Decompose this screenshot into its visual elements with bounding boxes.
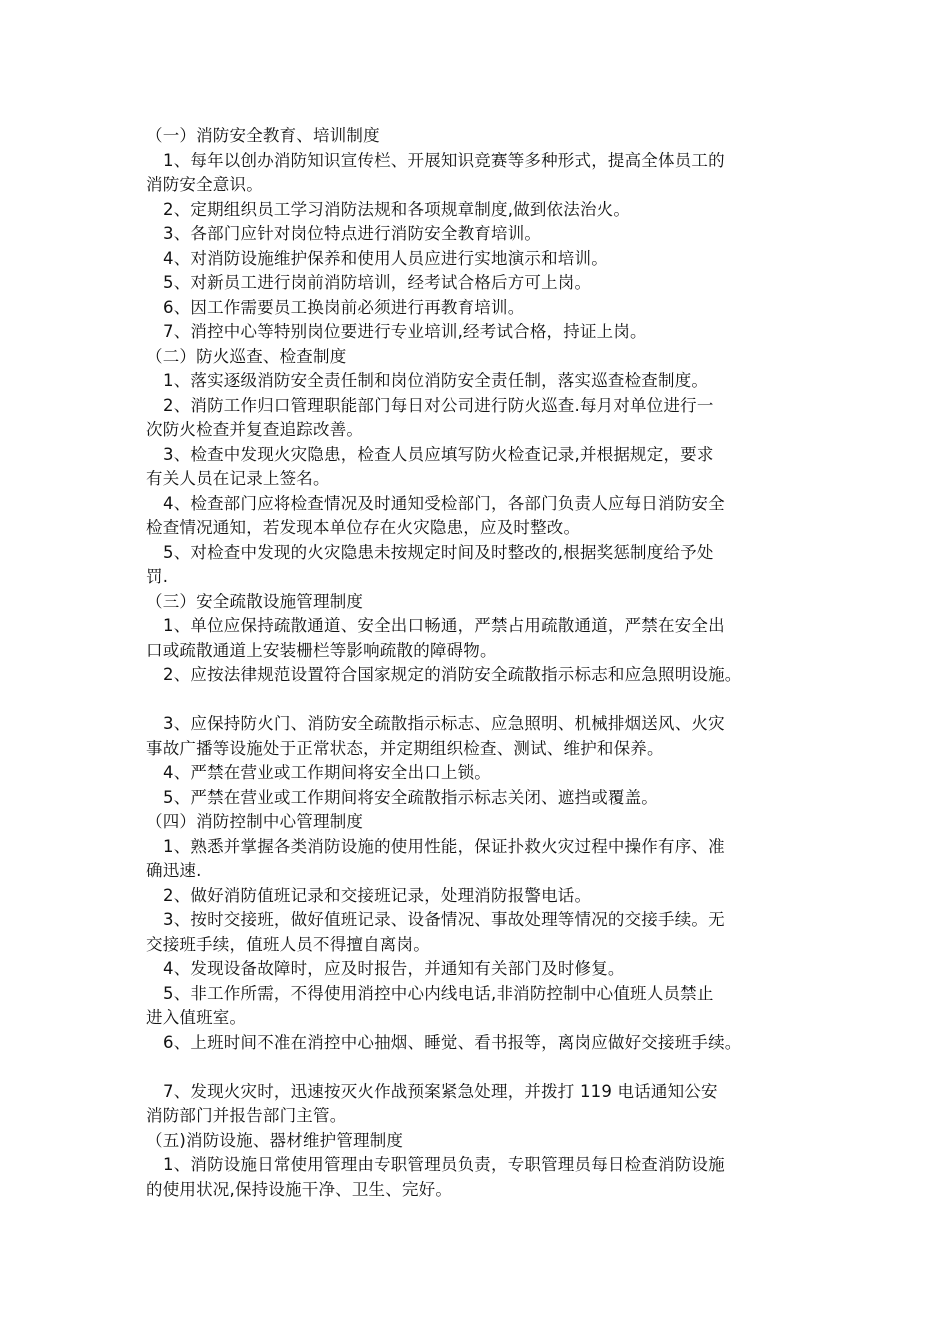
- list-item: 5、对检查中发现的火灾隐患未按规定时间及时整改的,根据奖惩制度给予处: [163, 542, 714, 562]
- list-item: 4、检查部门应将检查情况及时通知受检部门，各部门负责人应每日消防安全: [163, 493, 725, 513]
- list-item: 1、单位应保持疏散通道、安全出口畅通，严禁占用疏散通道，严禁在安全出: [163, 616, 725, 635]
- list-item: 4、对消防设施维护保养和使用人员应进行实地演示和培训。: [163, 248, 608, 268]
- blank-line: [146, 1055, 822, 1080]
- list-item-continuation: 消防部门并报告部门主管。: [146, 1106, 347, 1125]
- list-item: 3、各部门应针对岗位特点进行消防安全教育培训。: [163, 224, 542, 243]
- list-item: 6、因工作需要员工换岗前必须进行再教育培训。: [163, 297, 525, 317]
- list-item: 1、消防设施日常使用管理由专职管理员负责，专职管理员每日检查消防设施: [163, 1155, 725, 1174]
- list-item: 3、检查中发现火灾隐患，检查人员应填写防火检查记录,并根据规定，要求: [163, 444, 714, 464]
- list-item: 1、落实逐级消防安全责任制和岗位消防安全责任制，落实巡查检查制度。: [163, 371, 709, 390]
- list-item-continuation: 确迅速.: [146, 861, 202, 880]
- list-item-continuation: 罚.: [146, 567, 169, 586]
- blank-line: [146, 688, 822, 713]
- list-item-continuation: 检查情况通知，若发现本单位存在火灾隐患，应及时整改。: [146, 518, 581, 537]
- list-item: 5、非工作所需，不得使用消控中心内线电话,非消防控制中心值班人员禁止: [163, 983, 714, 1003]
- list-item: 4、严禁在营业或工作期间将安全出口上锁。: [163, 763, 491, 782]
- list-item: 2、应按法律规范设置符合国家规定的消防安全疏散指示标志和应急照明设施。: [163, 665, 742, 684]
- section-heading: （四）消防控制中心管理制度: [146, 812, 364, 831]
- list-item: 2、消防工作归口管理职能部门每日对公司进行防火巡查.每月对单位进行一: [163, 395, 714, 415]
- list-item-continuation: 有关人员在记录上签名。: [146, 469, 330, 488]
- list-item: 5、对新员工进行岗前消防培训，经考试合格后方可上岗。: [163, 273, 592, 292]
- section-heading: （五)消防设施、器材维护管理制度: [146, 1130, 404, 1150]
- list-item: 5、严禁在营业或工作期间将安全疏散指示标志关闭、遮挡或覆盖。: [163, 787, 658, 807]
- list-item-continuation: 消防安全意识。: [146, 175, 263, 194]
- section-heading: （三）安全疏散设施管理制度: [146, 591, 364, 611]
- list-item-continuation: 事故广播等设施处于正常状态，并定期组织检查、测试、维护和保养。: [146, 738, 664, 758]
- list-item: 3、按时交接班，做好值班记录、设备情况、事故处理等情况的交接手续。无: [163, 910, 725, 929]
- list-item: 2、定期组织员工学习消防法规和各项规章制度,做到依法治火。: [163, 199, 631, 219]
- list-item-continuation: 口或疏散通道上安装栅栏等影响疏散的障碍物。: [146, 640, 497, 660]
- list-item: 7、消控中心等特别岗位要进行专业培训,经考试合格，持证上岗。: [163, 322, 647, 341]
- list-item: 7、发现火灾时，迅速按灭火作战预案紧急处理，并拨打 119 电话通知公安: [163, 1081, 718, 1101]
- list-item-continuation: 进入值班室。: [146, 1008, 247, 1027]
- section-heading: （二）防火巡查、检查制度: [146, 346, 347, 366]
- section-heading: （一）消防安全教育、培训制度: [146, 126, 380, 145]
- list-item: 1、每年以创办消防知识宣传栏、开展知识竞赛等多种形式，提高全体员工的: [163, 150, 725, 170]
- list-item: 2、做好消防值班记录和交接班记录，处理消防报警电话。: [163, 885, 592, 905]
- list-item-continuation: 的使用状况,保持设施干净、卫生、完好。: [146, 1179, 453, 1199]
- list-item-continuation: 次防火检查并复查追踪改善。: [146, 420, 364, 439]
- list-item: 6、上班时间不准在消控中心抽烟、睡觉、看书报等，离岗应做好交接班手续。: [163, 1032, 742, 1052]
- list-item-continuation: 交接班手续，值班人员不得擅自离岗。: [146, 934, 430, 954]
- list-item: 1、熟悉并掌握各类消防设施的使用性能，保证扑救火灾过程中操作有序、准: [163, 836, 725, 856]
- list-item: 4、发现设备故障时，应及时报告，并通知有关部门及时修复。: [163, 959, 625, 978]
- document-body: [146, 124, 822, 1202]
- list-item: 3、应保持防火门、消防安全疏散指示标志、应急照明、机械排烟送风、火灾: [163, 714, 725, 733]
